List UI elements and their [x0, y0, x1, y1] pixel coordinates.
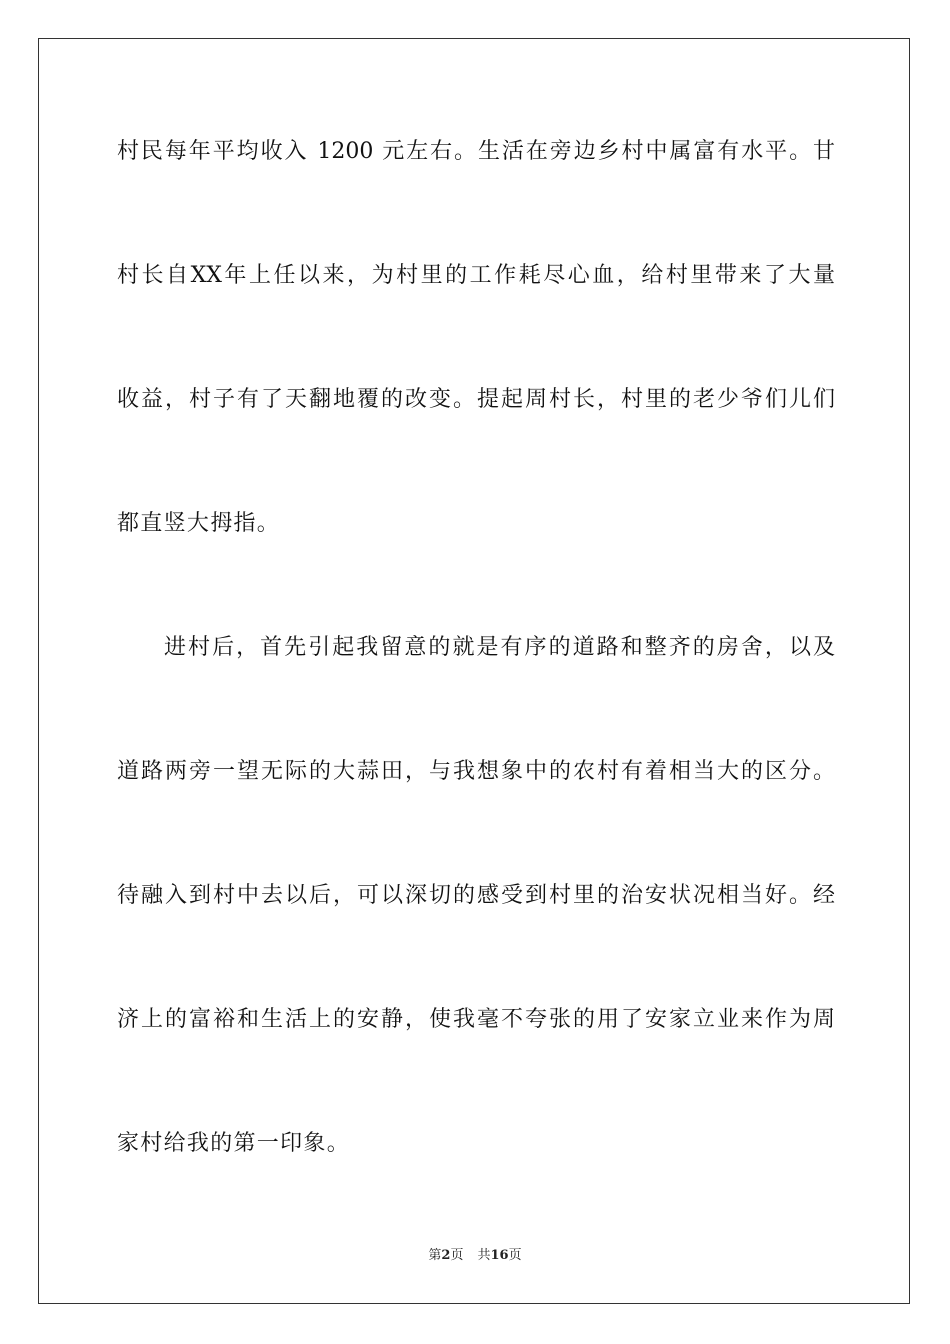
text-line-7: 待融入到村中去以后，可以深切的感受到村里的治安状况相当好。经 [117, 883, 835, 908]
text-line-2: 村长自XX年上任以来，为村里的工作耗尽心血，给村里带来了大量 [117, 263, 835, 288]
page-footer [0, 1247, 950, 1265]
text-line-8: 济上的富裕和生活上的安静，使我毫不夸张的用了安家立业来作为周 [117, 1007, 835, 1032]
total-prefix: 共 [477, 1248, 491, 1263]
text-line-3: 收益，村子有了天翻地覆的改变。提起周村长，村里的老少爷们儿们 [117, 387, 835, 412]
text-line-4: 都直竖大拇指。 [117, 511, 281, 536]
total-pages: 16 [490, 1248, 509, 1263]
text-line-5: 进村后，首先引起我留意的就是有序的道路和整齐的房舍，以及 [164, 635, 835, 660]
page-border [38, 38, 910, 1304]
text-line-1: 村民每年平均收入 1200 元左右。生活在旁边乡村中属富有水平。甘 [117, 139, 835, 164]
page-suffix: 页 [450, 1248, 464, 1263]
total-suffix: 页 [508, 1248, 522, 1263]
page-prefix: 第 [428, 1248, 442, 1263]
page-number: 2 [441, 1248, 451, 1263]
text-line-9: 家村给我的第一印象。 [117, 1131, 351, 1156]
text-line-6: 道路两旁一望无际的大蒜田，与我想象中的农村有着相当大的区分。 [117, 759, 835, 784]
